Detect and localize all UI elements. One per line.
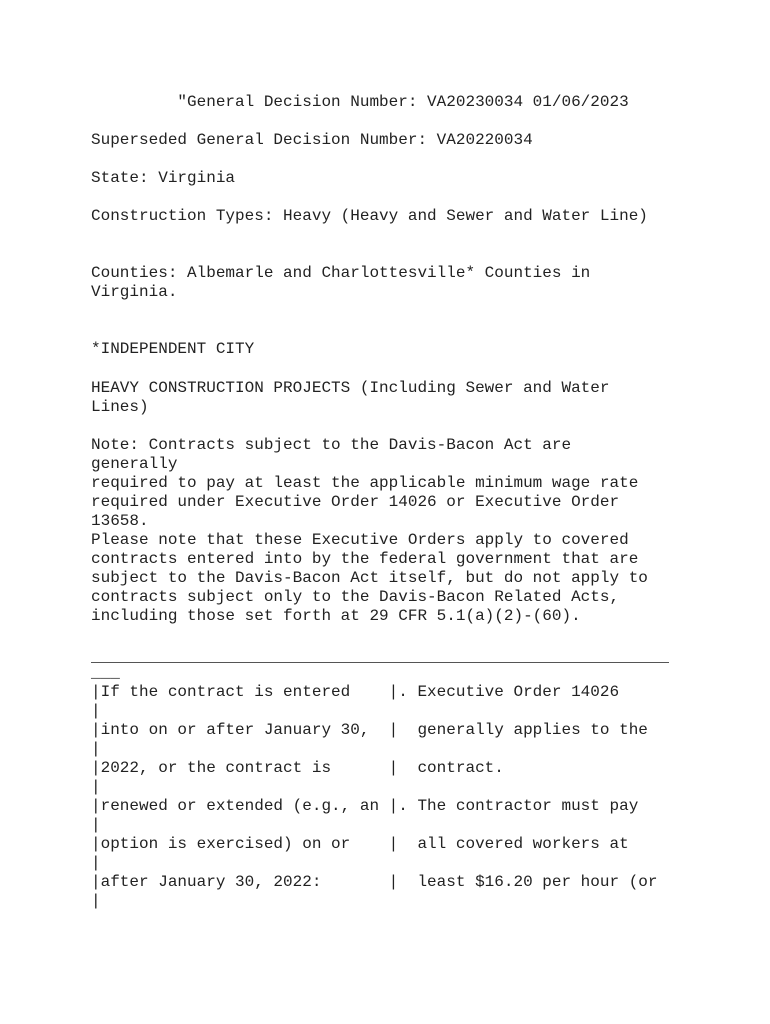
state-line: State: Virginia xyxy=(91,169,236,187)
table-row-end: | xyxy=(91,816,101,834)
note-line: subject to the Davis-Bacon Act itself, but do not apply to xyxy=(91,569,648,587)
counties-line-2: Virginia. xyxy=(91,283,178,301)
construction-types: Construction Types: Heavy (Heavy and Sewer and Water Line) xyxy=(91,207,648,225)
note-line: contracts subject only to the Davis-Bacon Related Acts, xyxy=(91,588,620,606)
note-line: 13658. xyxy=(91,512,149,530)
note-line: Please note that these Executive Orders apply to covered xyxy=(91,531,629,549)
table-row: |renewed or extended (e.g., an |. The contractor must pay xyxy=(91,797,639,815)
table-row: |into on or after January 30, | generally applies to the xyxy=(91,721,648,739)
table-row: |2022, or the contract is | contract. xyxy=(91,759,504,777)
table-row: |If the contract is entered |. Executive Order 14026 xyxy=(91,683,620,701)
note-line: including those set forth at 29 CFR 5.1(a)(2)-(60). xyxy=(91,607,581,625)
table-row-end: | xyxy=(91,778,101,796)
table-row-end: | xyxy=(91,854,101,872)
table-row: |option is exercised) on or | all covered workers at xyxy=(91,835,629,853)
projects-heading-line-1: HEAVY CONSTRUCTION PROJECTS (Including Sewer and Water xyxy=(91,379,610,397)
table-row-end: | xyxy=(91,740,101,758)
independent-city-note: *INDEPENDENT CITY xyxy=(91,340,255,358)
note-line: Note: Contracts subject to the Davis-Bacon Act are xyxy=(91,436,572,454)
general-decision-number: "General Decision Number: VA20230034 01/06/2023 xyxy=(91,93,629,111)
table-row: |after January 30, 2022: | least $16.20 per hour (or xyxy=(91,873,658,891)
note-line: required to pay at least the applicable minimum wage rate xyxy=(91,474,639,492)
superseded-decision-number: Superseded General Decision Number: VA20220034 xyxy=(91,131,533,149)
note-line: contracts entered into by the federal government that are xyxy=(91,550,639,568)
note-line: generally xyxy=(91,455,178,473)
note-line: required under Executive Order 14026 or Executive Order xyxy=(91,493,620,511)
table-row-end: | xyxy=(91,892,101,910)
table-top-rule xyxy=(91,662,669,663)
projects-heading-line-2: Lines) xyxy=(91,398,149,416)
table-rule-tail: ___ xyxy=(91,664,120,682)
counties-line-1: Counties: Albemarle and Charlottesville* Counties in xyxy=(91,264,591,282)
table-row-end: | xyxy=(91,702,101,720)
